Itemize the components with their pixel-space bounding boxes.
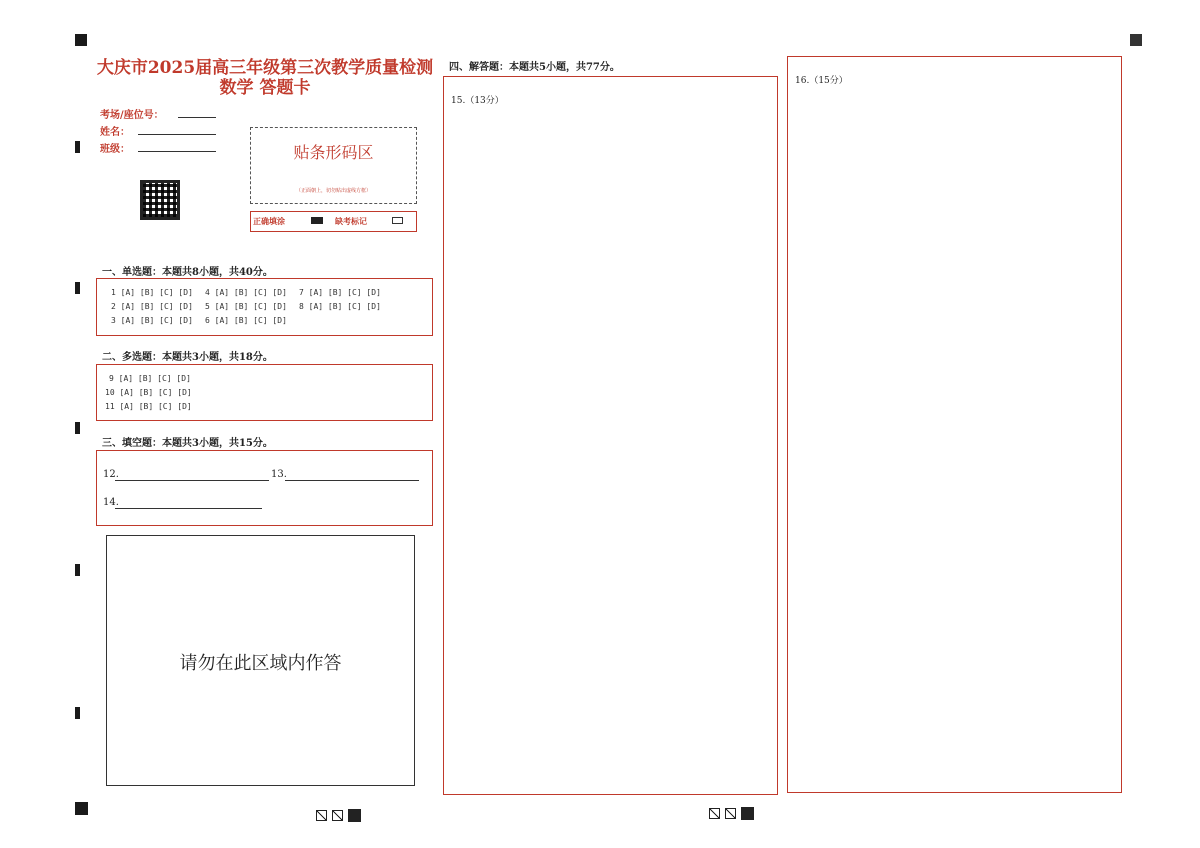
filled-square-icon: [741, 807, 754, 820]
corner-marker-bottom-left: [75, 802, 88, 815]
barcode-note: （正面朝上，切勿贴出虚线方框）: [295, 188, 371, 194]
q10-options[interactable]: 10 [A] [B] [C] [D]: [105, 388, 192, 397]
q14-label: 14.: [103, 497, 119, 508]
section2-title: 二、多选题：本题共3小题，共18分。: [102, 352, 273, 363]
side-marker-3: [75, 422, 80, 434]
page-mark-group-2: [709, 803, 754, 822]
side-marker-2: [75, 282, 80, 294]
section2-box: [96, 364, 433, 421]
exam-title-line2: 数学 答题卡: [219, 78, 311, 98]
class-line[interactable]: [138, 151, 216, 152]
section1-box: [96, 278, 433, 336]
q15-label: 15.（13分）: [451, 96, 504, 106]
q5-options[interactable]: 5 [A] [B] [C] [D]: [205, 302, 287, 311]
correct-fill-sample: [311, 217, 323, 224]
section1-title: 一、单选题：本题共8小题，共40分。: [102, 267, 273, 278]
q7-options[interactable]: 7 [A] [B] [C] [D]: [299, 288, 381, 297]
q2-options[interactable]: 2 [A] [B] [C] [D]: [111, 302, 193, 311]
section4-title: 四、解答题：本题共5小题，共77分。: [449, 62, 620, 73]
q1-options[interactable]: 1 [A] [B] [C] [D]: [111, 288, 193, 297]
absent-mark-label: 缺考标记: [335, 216, 367, 226]
barcode-title: 贴条形码区: [293, 143, 374, 162]
name-line[interactable]: [138, 134, 216, 135]
q9-options[interactable]: 9 [A] [B] [C] [D]: [109, 374, 191, 383]
section3-title: 三、填空题：本题共3小题，共15分。: [102, 438, 273, 449]
corner-marker-top-right: [1130, 34, 1142, 46]
q13-answer-line[interactable]: [285, 480, 419, 481]
q14-answer-line[interactable]: [115, 508, 262, 509]
q8-options[interactable]: 8 [A] [B] [C] [D]: [299, 302, 381, 311]
qr-code: [140, 180, 180, 220]
q6-options[interactable]: 6 [A] [B] [C] [D]: [205, 316, 287, 325]
exam-title-line1: 大庆市2025届高三年级第三次教学质量检测: [96, 58, 434, 78]
q16-answer-box[interactable]: [787, 56, 1122, 793]
fill-legend: [250, 211, 417, 232]
slash-box-icon: [316, 810, 327, 821]
no-answer-zone: [106, 535, 415, 786]
section3-box: [96, 450, 433, 526]
q15-answer-box[interactable]: [443, 76, 778, 795]
page-mark-group-1: [316, 805, 361, 824]
q12-label: 12.: [103, 469, 119, 480]
exam-title: [95, 58, 435, 98]
correct-fill-label: 正确填涂: [253, 216, 285, 226]
q13-label: 13.: [271, 469, 287, 480]
slash-box-icon: [709, 808, 720, 819]
slash-box-icon: [332, 810, 343, 821]
name-label: 姓名：: [100, 127, 130, 138]
side-marker-5: [75, 707, 80, 719]
slash-box-icon: [725, 808, 736, 819]
side-marker-1: [75, 141, 80, 153]
no-answer-zone-text: 请勿在此区域内作答: [179, 653, 342, 674]
filled-square-icon: [348, 809, 361, 822]
side-marker-4: [75, 564, 80, 576]
q4-options[interactable]: 4 [A] [B] [C] [D]: [205, 288, 287, 297]
q16-label: 16.（15分）: [795, 76, 848, 86]
exam-seat-line[interactable]: [178, 117, 216, 118]
absent-mark-box[interactable]: [392, 217, 403, 224]
corner-marker-top-left: [75, 34, 87, 46]
q3-options[interactable]: 3 [A] [B] [C] [D]: [111, 316, 193, 325]
q11-options[interactable]: 11 [A] [B] [C] [D]: [105, 402, 192, 411]
barcode-area: [250, 127, 417, 204]
class-label: 班级：: [100, 144, 130, 155]
q12-answer-line[interactable]: [115, 480, 269, 481]
exam-seat-label: 考场/座位号：: [100, 110, 164, 121]
